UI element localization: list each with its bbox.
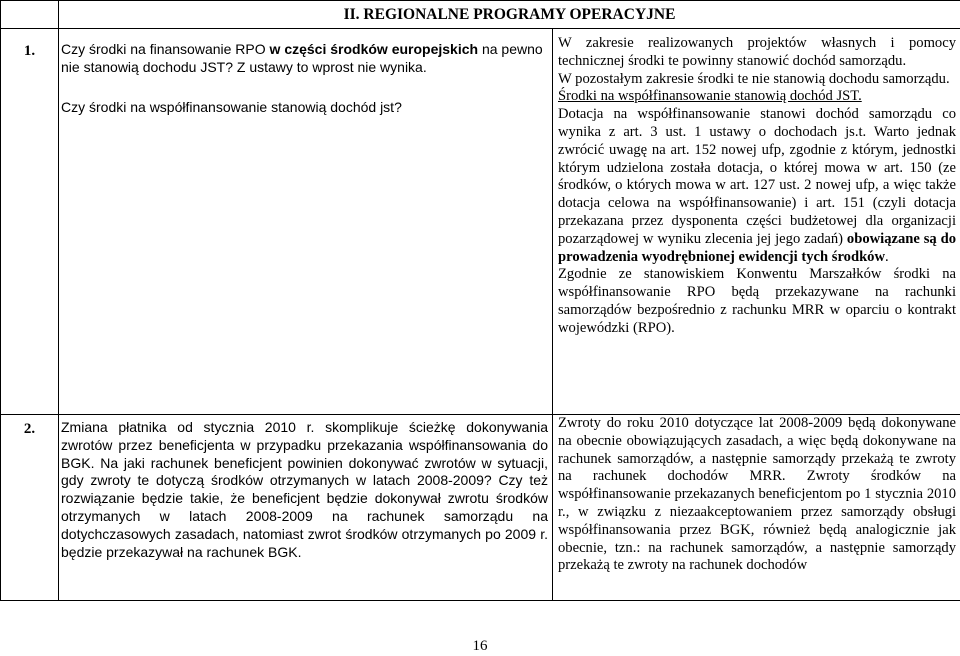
answer-cell: [553, 415, 960, 601]
answer-paragraph: Zwroty do roku 2010 dotyczące lat 2008-2009 będą dokonywane na obecnie obowiązujących zasadach, a więc będą dokonywane na rachunek samorządów, a następnie samorządy przekażą te zwroty na rachunek dochodów MRR. Zwroty środków na współfinansowanie przekazanych beneficjentom po 1 stycznia 2010 r., w związku z niezaakceptowaniem przez samorządy obsługi współfinansowania przez BGK, również będą analogicznie jak obecnie, tzn.: na rachunek samorządów, a następnie samorządy przekażą te zwroty na rachunek dochodów: [558, 415, 957, 574]
answer-text: .: [885, 248, 889, 265]
question-text-2: Czy środki na współfinansowanie stanowią dochód jst?: [61, 98, 402, 115]
answer-cell: [553, 29, 960, 415]
question-text: Zmiana płatnika od stycznia 2010 r. skomplikuje ścieżkę dokonywania zwrotów przez beneficjenta w przypadku przekazania współfinansowania do BGK. Na jaki rachunek beneficjent powinien dokonywać zwrotów w sytuacji, gdy zwroty te dotyczą środków otrzymanych w latach 2008-2009? Czy też rozwiązanie będzie takie, że beneficjent będzie dokonywał zwrotu środków otrzymanych w latach 2008-2009 na rachunek samorządu na dotychczasowych zasadach, natomiast zwrot środków otrzymanych po 2009 r. będzie przekazywał na rachunek BGK.: [61, 419, 548, 560]
answer-paragraph: [558, 106, 956, 266]
row-number: 2.: [1, 415, 59, 601]
question-text: [59, 41, 552, 77]
question-cell: [59, 29, 553, 415]
question-cell: [59, 415, 553, 601]
answer-paragraph: Zgodnie ze stanowiskiem Konwentu Marszałków środki na współfinansowanie RPO będą przekazywane na rachunki samorządów bezpośrednio z rachunku MRR w oparciu o kontrakt wojewódzki (RPO).: [558, 266, 957, 336]
spacer: [59, 77, 552, 99]
page-number: 16: [472, 638, 488, 654]
question-text-part: Czy środki na finansowanie RPO: [61, 41, 270, 57]
answer-paragraph: W pozostałym zakresie środki te nie stanowią dochodu samorządu.: [558, 70, 950, 87]
answer-paragraph: W zakresie realizowanych projektów własnych i pomocy technicznej środki te powinny stanowić dochód samorządu.: [558, 35, 957, 69]
question-text-bold: w części środków europejskich: [269, 41, 479, 57]
table-row: [1, 29, 960, 415]
header-empty-cell: [1, 1, 59, 29]
row-number: 1.: [1, 29, 59, 415]
answer-underlined: Środki na współfinansowanie stanowią dochód JST.: [558, 88, 862, 105]
answer-text: Dotacja na współfinansowanie stanowi dochód samorządu co wynika z art. 3 ust. 1 ustawy o dochodach js.t. Warto jednak zwrócić uwagę na art. 152 nowej ufp, zgodnie z którym, jednostki którym udzielona została dotacja, o której mowa w art. 150 (ze środków, o których mowa w art. 127 ust. 2 nowej ufp, a więc także dotacja celowa na współfinansowanie) i art. 151 (czyli dotacja przekazana przez dysponenta części budżetowej dla organizacji pozarządowej w wyniku zlecenia jej jego zadań): [558, 106, 957, 247]
question-text-part: na pewno nie stanowią dochodu JST? Z ustawy to wprost nie wynika.: [61, 41, 543, 75]
section-header-row: [1, 1, 960, 29]
answer-bold: obowiązane są do prowadzenia wyodrębnionej ewidencji tych środków: [558, 230, 957, 265]
table-row: [1, 415, 960, 601]
section-title: II. REGIONALNE PROGRAMY OPERACYJNE: [59, 1, 960, 29]
